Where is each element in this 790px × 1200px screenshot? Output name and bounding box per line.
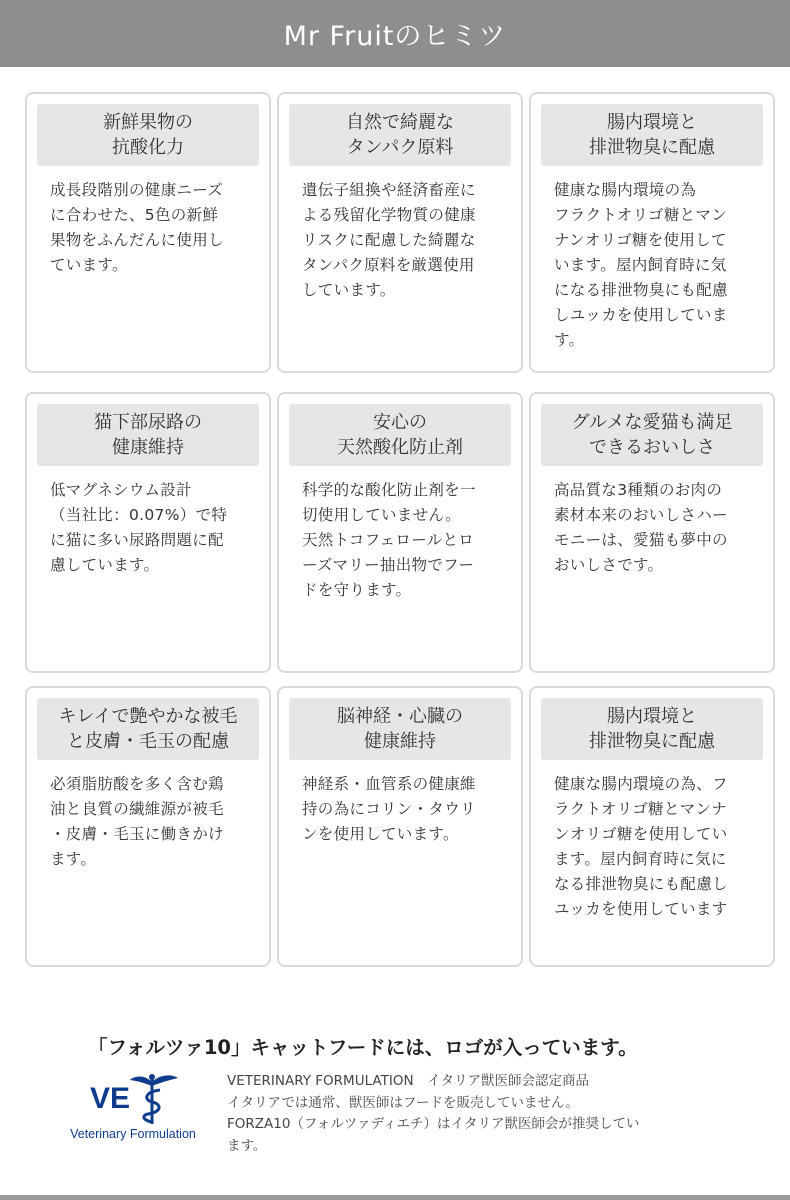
- feature-card-title: キレイで艶やかな被毛 と皮膚・毛玉の配慮: [37, 698, 259, 760]
- logo-caption: Veterinary Formulation: [70, 1127, 196, 1141]
- logo-notice: 「フォルツァ10」キャットフードには、ロゴが入っています。: [88, 1036, 638, 1059]
- feature-card-body: 遺伝子組換や経済畜産に よる残留化学物質の健康 リスクに配慮した綺麗な タンパク原料を厳選使用 しています。: [302, 181, 476, 299]
- feature-card: [529, 392, 775, 673]
- logo-info-line: FORZA10（フォルツァディエチ）はイタリア獣医師会が推奨してい: [227, 1116, 640, 1132]
- feature-card: [277, 686, 523, 967]
- vf-logo: [58, 1072, 208, 1148]
- feature-card: [529, 92, 775, 373]
- page-title: Mr Fruitのヒミツ: [283, 21, 507, 52]
- feature-card-title: 腸内環境と 排泄物臭に配慮: [541, 104, 763, 166]
- feature-card-body: 健康な腸内環境の為、フ ラクトオリゴ糖とマンナ ンオリゴ糖を使用してい ます。屋内飼育時に気に なる排泄物臭にも配慮し ユッカを使用しています: [554, 775, 728, 918]
- feature-card: [277, 92, 523, 373]
- feature-card-title: 脳神経・心臓の 健康維持: [289, 698, 511, 760]
- caduceus-icon: [86, 1072, 196, 1128]
- feature-card-title: 腸内環境と 排泄物臭に配慮: [541, 698, 763, 760]
- feature-card-title: 自然で綺麗な タンパク原料: [289, 104, 511, 166]
- logo-info: [227, 1071, 727, 1157]
- logo-info-line: ます。: [227, 1137, 267, 1154]
- feature-card-body: 低マグネシウム設計 （当社比：0.07%）で特 に猫に多い尿路問題に配 慮しています。: [50, 481, 228, 574]
- feature-card-title: 新鮮果物の 抗酸化力: [37, 104, 259, 166]
- feature-card-body: 成長段階別の健康ニーズ に合わせた、5色の新鮮 果物をふんだんに使用し ています。: [50, 181, 224, 274]
- feature-card-body: 科学的な酸化防止剤を一 切使用していません。 天然トコフェロールとロ ーズマリー抽出物でフー ドを守ります。: [302, 481, 476, 599]
- feature-card: [25, 392, 271, 673]
- feature-card-body: 神経系・血管系の健康維 持の為にコリン・タウリ ンを使用しています。: [302, 775, 476, 843]
- feature-card: [25, 686, 271, 967]
- logo-info-line: イタリアでは通常、獣医師はフードを販売していません。: [227, 1094, 579, 1111]
- logo-info-line: VETERINARY FORMULATION イタリア獣医師会認定商品: [227, 1073, 590, 1089]
- bottom-divider: [0, 1195, 790, 1200]
- feature-card: [529, 686, 775, 967]
- feature-card: [277, 392, 523, 673]
- logo-mark-text: VE: [90, 1082, 131, 1115]
- feature-card-body: 健康な腸内環境の為 フラクトオリゴ糖とマン ナンオリゴ糖を使用して います。屋内飼育時に気 になる排泄物臭にも配慮 しユッカを使用していま す。: [554, 181, 728, 349]
- feature-card-body: 高品質な3種類のお肉の 素材本来のおいしさハー モニーは、愛猫も夢中の おいしさです。: [554, 481, 728, 574]
- feature-card-title: グルメな愛猫も満足 できるおいしさ: [541, 404, 763, 466]
- page-header: [0, 0, 790, 67]
- feature-card-body: 必須脂肪酸を多く含む鶏 油と良質の繊維源が被毛 ・皮膚・毛玉に働きかけ ます。: [50, 775, 224, 868]
- feature-card-title: 安心の 天然酸化防止剤: [289, 404, 511, 466]
- feature-card: [25, 92, 271, 373]
- feature-card-title: 猫下部尿路の 健康維持: [37, 404, 259, 466]
